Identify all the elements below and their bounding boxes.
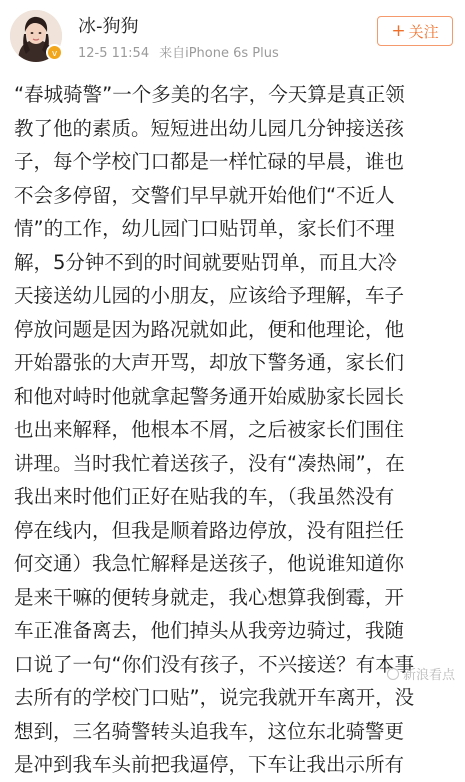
post-body-line: 想到，三名骑警转头追我车，这位东北骑警更 [14,719,405,743]
post-body-line: 和他对峙时他就拿起警务通开始威胁家长园长 [14,384,405,408]
post-body-line: “春城骑警”一个多美的名字，今天算是真正领 [14,83,405,106]
post-body-line: 去所有的学校门口贴”，说完我就开车离开，没 [14,686,415,709]
post-header [0,0,465,80]
watermark-logo-icon [387,668,399,680]
post-body-line: 是冲到我车头前把我逼停，下车让我出示所有 [14,753,405,776]
post-body-line: 口说了一句“你们没有孩子，不兴接送？有本事 [14,652,415,676]
follow-button[interactable] [377,16,453,46]
post-meta [78,42,279,61]
post-body-line: 我出来时他们正好在贴我的车，（我虽然没有 [14,485,395,508]
post-body-line: 停在线内，但我是顺着路边停放，没有阻拦任 [14,518,405,542]
post-body-line: 是来干嘛的便转身就走，我心想算我倒霉，开 [14,585,405,609]
post-body-line: 停放问题是因为路况就如此，便和他理论，他 [14,317,405,341]
post-body-line: 讲理。当时我忙着送孩子，没有“凑热闹”，在 [14,451,405,475]
svg-text:v: v [51,49,58,59]
post-body-line: 教了他的素质。短短进出幼儿园几分钟接送孩 [14,116,405,140]
author-name[interactable]: 冰-狗狗 [78,16,139,37]
watermark [387,664,455,683]
follow-label: 关注 [408,22,439,41]
post-body-line: 开始嚣张的大声开骂，却放下警务通，家长们 [14,351,405,374]
post-body-line: 情”的工作，幼儿园门口贴罚单，家长们不理 [14,217,395,240]
post-body-line: 何交通）我急忙解释是送孩子，他说谁知道你 [14,552,405,575]
post-body-line: 车正准备离去，他们掉头从我旁边骑过，我随 [14,619,405,642]
post-body-line: 也出来解释，他根本不屑，之后被家长们围住 [14,418,405,441]
post-body-line: 天接送幼儿园的小朋友，应该给予理解，车子 [14,284,405,307]
watermark-text: 新浪看点 [402,668,455,683]
post-source: 来自iPhone 6s Plus [159,46,279,61]
post-date: 12-5 11:54 [78,46,150,61]
plus-icon: + [391,20,406,41]
post-body-line: 子，每个学校门口都是一样忙碌的早晨，谁也 [14,150,405,173]
post-body-line: 解，5分钟不到的时间就要贴罚单，而且大冷 [14,250,397,274]
post-body-line: 不会多停留，交警们早早就开始他们“不近人 [14,183,395,207]
verified-badge-icon [46,44,63,61]
